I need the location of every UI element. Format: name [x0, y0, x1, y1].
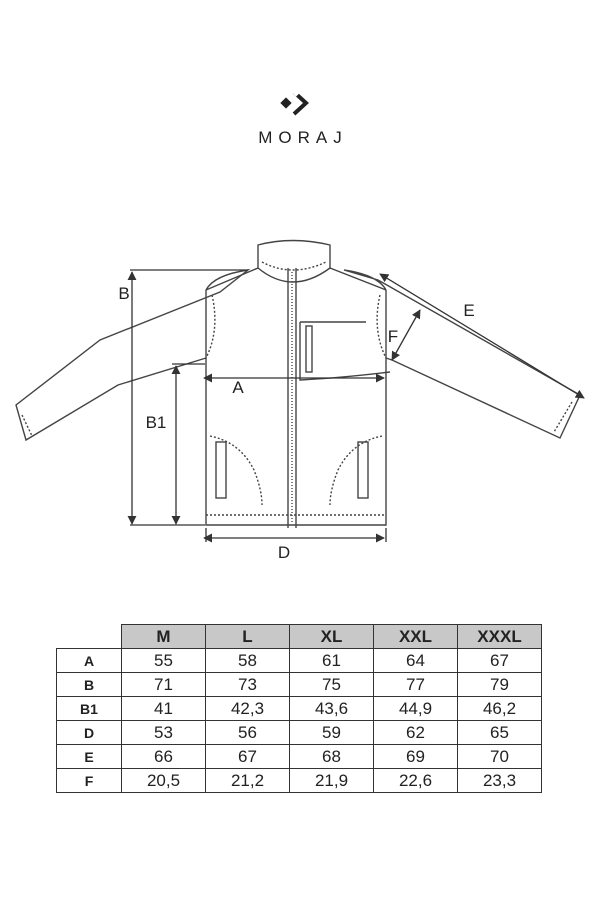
table-cell: 73: [206, 673, 290, 697]
table-cell: 21,2: [206, 769, 290, 793]
table-cell: 53: [122, 721, 206, 745]
brand-logo: [0, 88, 600, 148]
jacket-diagram: [0, 230, 600, 570]
row-label: A: [57, 649, 122, 673]
size-col-header: XXL: [374, 625, 458, 649]
table-cell: 20,5: [122, 769, 206, 793]
table-row: [57, 649, 542, 673]
size-table: [56, 624, 542, 793]
table-cell: 21,9: [290, 769, 374, 793]
table-cell: 79: [458, 673, 542, 697]
label-a: A: [232, 378, 244, 397]
table-cell: 46,2: [458, 697, 542, 721]
row-label: B1: [57, 697, 122, 721]
row-label: F: [57, 769, 122, 793]
table-cell: 65: [458, 721, 542, 745]
table-cell: 43,6: [290, 697, 374, 721]
jacket-outline: [16, 241, 580, 529]
table-row: [57, 673, 542, 697]
label-b1: B1: [145, 413, 167, 432]
table-cell: 69: [374, 745, 458, 769]
size-col-header: L: [206, 625, 290, 649]
size-table-corner: [57, 625, 122, 649]
label-f: F: [387, 327, 399, 346]
label-e: E: [463, 301, 475, 320]
table-cell: 61: [290, 649, 374, 673]
table-cell: 23,3: [458, 769, 542, 793]
size-col-header: M: [122, 625, 206, 649]
size-col-header: XL: [290, 625, 374, 649]
table-cell: 68: [290, 745, 374, 769]
row-label: E: [57, 745, 122, 769]
dimension-lines: [130, 270, 584, 542]
table-cell: 70: [458, 745, 542, 769]
size-table-header: [57, 625, 542, 649]
table-cell: 41: [122, 697, 206, 721]
table-cell: 71: [122, 673, 206, 697]
table-cell: 67: [206, 745, 290, 769]
table-cell: 75: [290, 673, 374, 697]
table-cell: 44,9: [374, 697, 458, 721]
brand-name: MORAJ: [258, 128, 348, 147]
table-cell: 42,3: [206, 697, 290, 721]
row-label: D: [57, 721, 122, 745]
table-row: [57, 721, 542, 745]
table-row: [57, 697, 542, 721]
table-cell: 59: [290, 721, 374, 745]
row-label: B: [57, 673, 122, 697]
table-cell: 64: [374, 649, 458, 673]
table-row: [57, 745, 542, 769]
table-cell: 55: [122, 649, 206, 673]
table-cell: 56: [206, 721, 290, 745]
label-b: B: [118, 284, 130, 303]
size-col-header: XXXL: [458, 625, 542, 649]
table-cell: 58: [206, 649, 290, 673]
table-cell: 77: [374, 673, 458, 697]
table-cell: 62: [374, 721, 458, 745]
label-d: D: [277, 543, 291, 562]
table-cell: 66: [122, 745, 206, 769]
table-cell: 22,6: [374, 769, 458, 793]
table-cell: 67: [458, 649, 542, 673]
table-row: [57, 769, 542, 793]
brand-logo-icon: [280, 88, 320, 118]
